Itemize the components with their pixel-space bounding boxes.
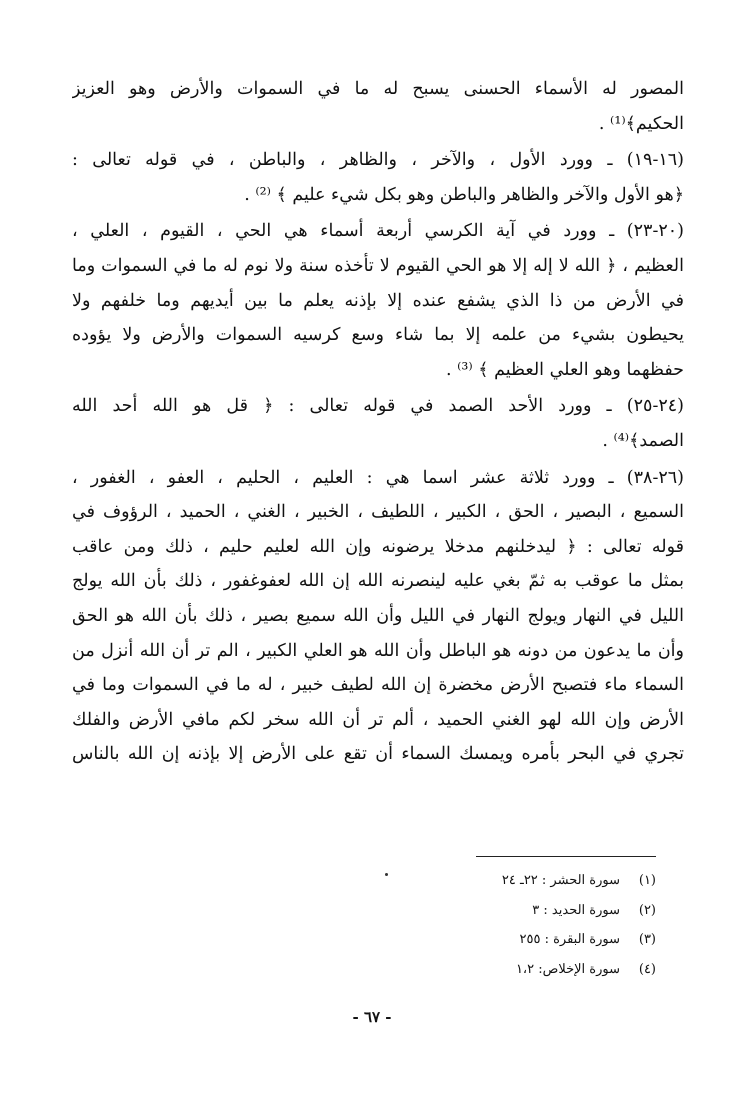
- text-line: ﴿هو الأول والآخر والظاهر والباطن وهو بكل شيء عليم ﴾ ⁽²⁾ .: [244, 184, 684, 205]
- text-line: يحيطون بشيء من علمه إلا بما شاء وسع كرسيه السموات والأرض ولا يؤوده: [72, 325, 684, 346]
- footnote-text: سورة الحشر : ٢٢ـ ٢٤: [501, 873, 620, 888]
- text-line: السماء ماء فتصبح الأرض مخضرة إن الله لطيف خبير ، له ما في السموات وما في: [72, 675, 684, 696]
- footnotes: [440, 866, 656, 984]
- footnote-text: سورة الإخلاص: ١،٢: [515, 961, 620, 977]
- text-line: (٢٤-٢٥) ـ وورد الأحد الصمد في قوله تعالى : ﴿ قل هو الله أحد الله: [72, 396, 684, 417]
- footnote-item: [440, 896, 656, 926]
- footnote-text: سورة الحديد : ٣: [532, 902, 620, 918]
- text-line: (٢٦-٣٨) ـ وورد ثلاثة عشر اسما هي : العليم ، الحليم ، العفو ، الغفور ،: [72, 467, 684, 488]
- footnote-item: [440, 955, 656, 985]
- footnote-text: سورة البقرة : ٢٥٥: [519, 932, 620, 947]
- paragraph-intro: [72, 72, 684, 141]
- text-line: السميع ، البصير ، الحق ، الكبير ، اللطيف ، الخبير ، الغني ، الحميد ، الرؤوف في: [72, 502, 684, 523]
- text-line: (٢٠-٢٣) ـ وورد في آية الكرسي أربعة أسماء هي الحي ، القيوم ، العلي ،: [72, 221, 684, 242]
- text-line: (١٦-١٩) ـ وورد الأول ، والآخر ، والظاهر ، والباطن ، في قوله تعالى :: [72, 150, 684, 171]
- paragraph-names-26-38: [72, 461, 684, 772]
- text-line: بمثل ما عوقب به ثمّ بغي عليه لينصرنه الله إن الله لعفوغفور ، ذلك بأن الله يولج: [72, 571, 684, 592]
- text-line: الحكيم﴾⁽¹⁾ .: [598, 113, 684, 134]
- text-line: الصمد﴾⁽⁴⁾ .: [602, 430, 684, 451]
- footnote-number: (٤): [638, 961, 656, 977]
- text-line: وأن ما يدعون من دونه هو الباطل وأن الله هو العلي الكبير ، الم تر أن الله أنزل من: [72, 640, 684, 661]
- footnote-item: [440, 866, 656, 896]
- text-line: العظيم ، ﴿ الله لا إله إلا هو الحي القيوم لا تأخذه سنة ولا نوم له ما في السموات وما: [72, 255, 684, 276]
- footnote-number: (١): [638, 873, 656, 888]
- text-line: قوله تعالى : ﴿ ليدخلنهم مدخلا يرضونه وإن الله لعليم حليم ، ذلك ومن عاقب: [72, 536, 684, 557]
- text-line: حفظهما وهو العلي العظيم ﴾ ⁽³⁾ .: [445, 359, 684, 380]
- paragraph-names-20-23: [72, 214, 684, 387]
- body-text: [72, 72, 684, 774]
- text-line: في الأرض من ذا الذي يشفع عنده إلا بإذنه يعلم ما بين أيديهم وما خلفهم ولا: [72, 290, 684, 311]
- scan-speck: [385, 873, 388, 876]
- footnote-number: (٣): [638, 932, 656, 947]
- paragraph-names-24-25: [72, 389, 684, 458]
- page-number: - ٦٧ -: [352, 1008, 392, 1026]
- footnote-number: (٢): [638, 902, 656, 918]
- text-line: المصور له الأسماء الحسنى يسبح له ما في السموات والأرض وهو العزيز: [72, 79, 684, 99]
- text-line: تجري في البحر بأمره ويمسك السماء أن تقع على الأرض إلا بإذنه إن الله بالناس: [72, 744, 684, 765]
- footnote-item: [440, 925, 656, 955]
- text-line: الأرض وإن الله لهو الغني الحميد ، ألم تر أن الله سخر لكم مافي الأرض والفلك: [72, 709, 684, 730]
- paragraph-names-16-19: [72, 143, 684, 212]
- footnote-divider: [476, 856, 656, 857]
- text-line: الليل في النهار ويولج النهار في الليل وأن الله سميع بصير ، ذلك بأن الله هو الحق: [72, 605, 684, 626]
